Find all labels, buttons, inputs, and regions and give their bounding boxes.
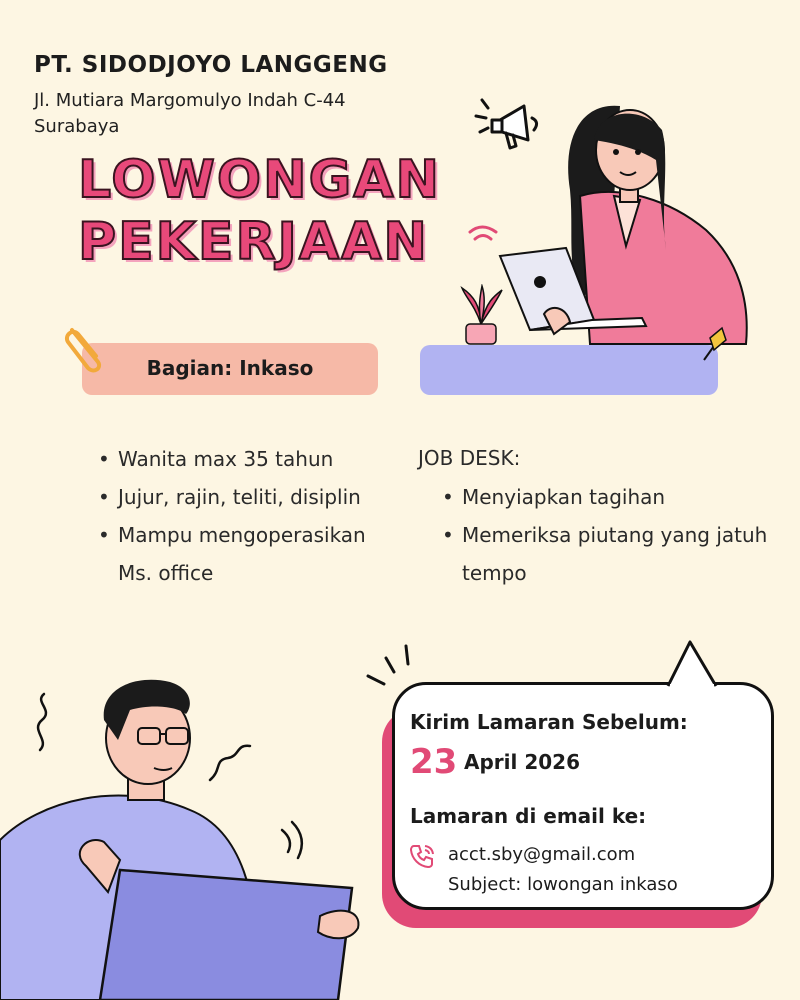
job-desk-title: JOB DESK: bbox=[418, 446, 521, 470]
requirement-item: • Wanita max 35 tahun bbox=[98, 440, 398, 478]
headline-line2: PEKERJAAN bbox=[78, 212, 429, 272]
man-laptop-illustration bbox=[0, 670, 370, 1000]
department-label: Bagian: Inkaso bbox=[146, 356, 314, 380]
requirements-list bbox=[98, 440, 398, 592]
company-name: PT. SIDODJOYO LANGGENG bbox=[34, 52, 388, 78]
deadline-day: 23 bbox=[410, 742, 458, 782]
paperclip-icon bbox=[62, 320, 108, 374]
email-address[interactable]: acct.sby@gmail.com bbox=[448, 844, 636, 865]
bubble-tail bbox=[664, 638, 724, 688]
requirement-item: • Jujur, rajin, teliti, disiplin bbox=[98, 478, 398, 516]
job-desk-item: • Memeriksa piutang yang jatuh tempo bbox=[442, 516, 772, 592]
deadline-month-year: April 2026 bbox=[464, 750, 580, 774]
email-label: Lamaran di email ke: bbox=[410, 804, 647, 828]
job-desk-item: • Menyiapkan tagihan bbox=[442, 478, 782, 516]
requirement-item: • Mampu mengoperasikan Ms. office bbox=[98, 516, 398, 592]
job-desk-list bbox=[442, 478, 782, 592]
phone-icon bbox=[408, 842, 436, 870]
desk-bar bbox=[420, 345, 718, 395]
plant-icon bbox=[456, 284, 506, 348]
pushpin-icon bbox=[696, 324, 730, 364]
wifi-signal-icon bbox=[466, 222, 500, 252]
company-address-line2: Surabaya bbox=[34, 116, 120, 137]
company-address-line1: Jl. Mutiara Margomulyo Indah C-44 bbox=[34, 90, 346, 111]
emphasis-lines bbox=[364, 640, 424, 690]
deadline-label: Kirim Lamaran Sebelum: bbox=[410, 710, 688, 734]
headline-line1: LOWONGAN bbox=[78, 150, 442, 210]
woman-laptop-illustration bbox=[470, 100, 760, 350]
email-subject: Subject: lowongan inkaso bbox=[448, 874, 678, 895]
